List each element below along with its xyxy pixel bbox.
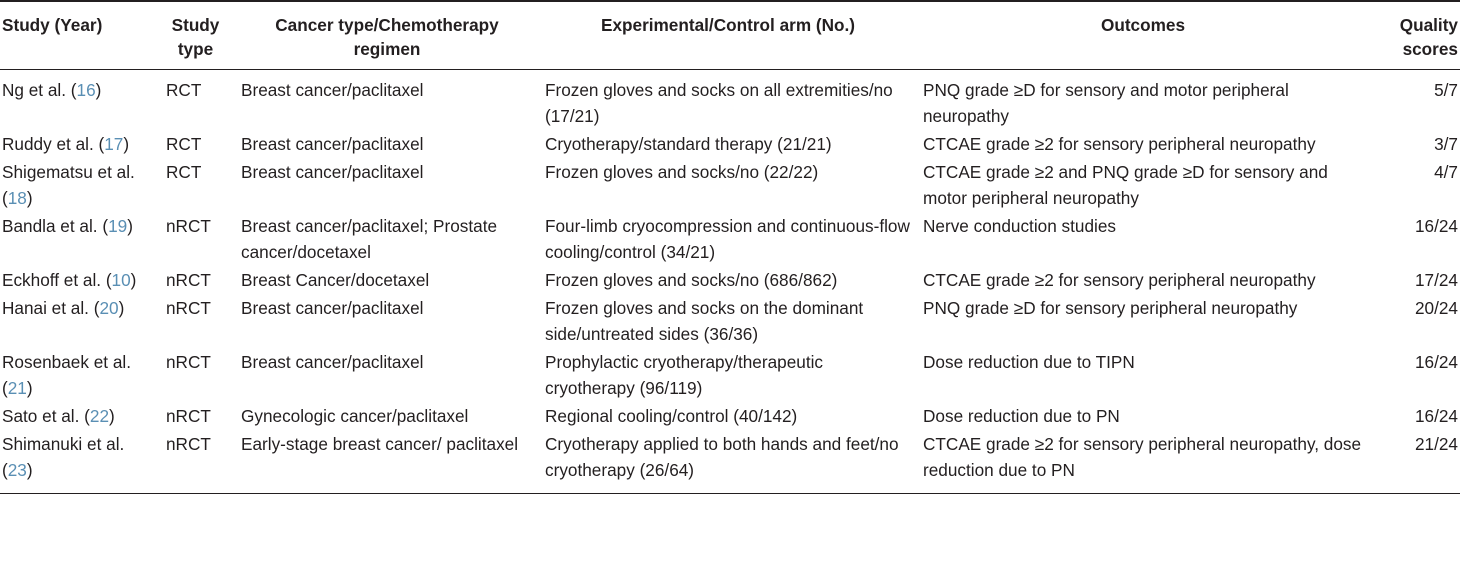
- cell-study-type: RCT: [166, 162, 202, 182]
- cell-cancer-type: Breast cancer/paclitaxel; Prostate cancer/docetaxel: [241, 216, 498, 262]
- table-row: [0, 213, 1460, 267]
- cell-study-type: nRCT: [166, 352, 211, 372]
- study-name: Hanai et al. (: [2, 298, 100, 318]
- table-row: [0, 159, 1460, 213]
- table-body: [0, 70, 1460, 494]
- study-name-end: ): [123, 134, 130, 154]
- cell-cancer-type: Early-stage breast cancer/ paclitaxel: [235, 431, 539, 494]
- cell-study: [0, 403, 156, 431]
- table-row: [0, 349, 1460, 403]
- cell-arm: Four-limb cryocompression and continuous-flow cooling/control (34/21): [545, 216, 910, 262]
- reference-link[interactable]: 21: [7, 378, 27, 398]
- cell-study-type: nRCT: [156, 431, 235, 494]
- table-row: [0, 403, 1460, 431]
- study-name-end: ): [26, 378, 33, 398]
- cell-study-type: RCT: [166, 134, 202, 154]
- table-row: [0, 70, 1460, 132]
- cell-study: [0, 431, 156, 494]
- cell-study-type: nRCT: [166, 406, 211, 426]
- header-experimental-control-arm: Experimental/Control arm (No.): [539, 1, 917, 70]
- cell-arm: Regional cooling/control (40/142): [545, 406, 798, 426]
- cell-quality-score: 17/24: [1414, 270, 1458, 290]
- cell-study: [0, 295, 156, 349]
- cell-outcomes: PNQ grade ≥D for sensory peripheral neuropathy: [923, 298, 1298, 318]
- cell-outcomes: CTCAE grade ≥2 and PNQ grade ≥D for sensory and motor peripheral neuropathy: [923, 162, 1328, 208]
- cell-quality-score: 4/7: [1434, 162, 1458, 182]
- table-row: [0, 267, 1460, 295]
- study-name: Shigematsu et al. (: [2, 162, 135, 208]
- reference-link[interactable]: 20: [99, 298, 119, 318]
- header-quality-scores: Quality scores: [1369, 1, 1460, 70]
- cell-cancer-type: Breast Cancer/docetaxel: [241, 270, 430, 290]
- reference-link[interactable]: 19: [108, 216, 128, 236]
- cell-outcomes: CTCAE grade ≥2 for sensory peripheral neuropathy: [923, 270, 1316, 290]
- cell-arm: Frozen gloves and socks on the dominant side/untreated sides (36/36): [545, 298, 864, 344]
- study-name: Shimanuki et al. (: [2, 434, 125, 480]
- cell-quality-score: 16/24: [1414, 216, 1458, 236]
- table-row: [0, 295, 1460, 349]
- cell-cancer-type: Breast cancer/paclitaxel: [241, 298, 424, 318]
- cell-arm: Cryotherapy/standard therapy (21/21): [545, 134, 832, 154]
- study-name: Rosenbaek et al. (: [2, 352, 131, 398]
- reference-link[interactable]: 10: [111, 270, 131, 290]
- study-name: Ng et al. (: [2, 80, 77, 100]
- study-name-end: ): [118, 298, 125, 318]
- study-name: Eckhoff et al. (: [2, 270, 112, 290]
- study-name-end: ): [26, 460, 33, 480]
- study-name-end: ): [109, 406, 115, 426]
- cell-study: [0, 159, 156, 213]
- study-name: Bandla et al. (: [2, 216, 109, 236]
- cell-quality-score: 3/7: [1434, 134, 1458, 154]
- cell-cancer-type: Breast cancer/paclitaxel: [241, 162, 424, 182]
- study-name-end: ): [26, 188, 33, 208]
- cell-study-type: nRCT: [166, 298, 211, 318]
- cell-study: [0, 70, 156, 132]
- reference-link[interactable]: 23: [7, 460, 27, 480]
- cell-outcomes: CTCAE grade ≥2 for sensory peripheral neuropathy: [923, 134, 1316, 154]
- cell-study: [0, 131, 156, 159]
- cell-study: [0, 349, 156, 403]
- reference-link[interactable]: 17: [104, 134, 124, 154]
- cell-quality-score: 16/24: [1414, 406, 1458, 426]
- table-header: [0, 1, 1460, 70]
- cell-outcomes: Dose reduction due to TIPN: [923, 352, 1135, 372]
- cell-study-type: RCT: [166, 80, 202, 100]
- cell-arm: Frozen gloves and socks on all extremities/no (17/21): [545, 80, 893, 126]
- cell-study-type: nRCT: [166, 216, 211, 236]
- cell-quality-score: 5/7: [1434, 80, 1458, 100]
- study-name: Ruddy et al. (: [2, 134, 105, 154]
- study-name-end: ): [130, 270, 137, 290]
- reference-link[interactable]: 22: [89, 406, 110, 426]
- cell-cancer-type: Gynecologic cancer/paclitaxel: [241, 406, 469, 426]
- study-name-end: ): [127, 216, 133, 236]
- cell-arm: Frozen gloves and socks/no (22/22): [545, 162, 819, 182]
- table-row: [0, 431, 1460, 494]
- header-outcomes: Outcomes: [917, 1, 1369, 70]
- cell-study-type: nRCT: [166, 270, 211, 290]
- header-cancer-type: Cancer type/Chemotherapy regimen: [235, 1, 539, 70]
- study-name: Sato et al. (: [2, 406, 90, 426]
- study-name-end: ): [95, 80, 102, 100]
- cell-quality-score: 16/24: [1414, 352, 1458, 372]
- cell-quality-score: 21/24: [1369, 431, 1460, 494]
- cell-cancer-type: Breast cancer/paclitaxel: [241, 80, 424, 100]
- cell-quality-score: 20/24: [1414, 298, 1458, 318]
- cell-outcomes: PNQ grade ≥D for sensory and motor peripheral neuropathy: [923, 80, 1289, 126]
- cell-study: [0, 267, 156, 295]
- reference-link[interactable]: 18: [7, 188, 27, 208]
- cell-arm: Prophylactic cryotherapy/therapeutic cryotherapy (96/119): [545, 352, 824, 398]
- cell-study: [0, 213, 156, 267]
- cell-outcomes: CTCAE grade ≥2 for sensory peripheral neuropathy, dose reduction due to PN: [917, 431, 1369, 494]
- header-row: [0, 1, 1460, 70]
- cell-outcomes: Dose reduction due to PN: [923, 406, 1120, 426]
- cell-arm: Cryotherapy applied to both hands and feet/no cryotherapy (26/64): [539, 431, 917, 494]
- cell-arm: Frozen gloves and socks/no (686/862): [545, 270, 838, 290]
- table-row: [0, 131, 1460, 159]
- reference-link[interactable]: 16: [76, 80, 96, 100]
- cell-outcomes: Nerve conduction studies: [923, 216, 1116, 236]
- cell-cancer-type: Breast cancer/paclitaxel: [241, 352, 424, 372]
- header-study-year: Study (Year): [0, 1, 156, 70]
- cell-cancer-type: Breast cancer/paclitaxel: [241, 134, 424, 154]
- header-study-type: Study type: [156, 1, 235, 70]
